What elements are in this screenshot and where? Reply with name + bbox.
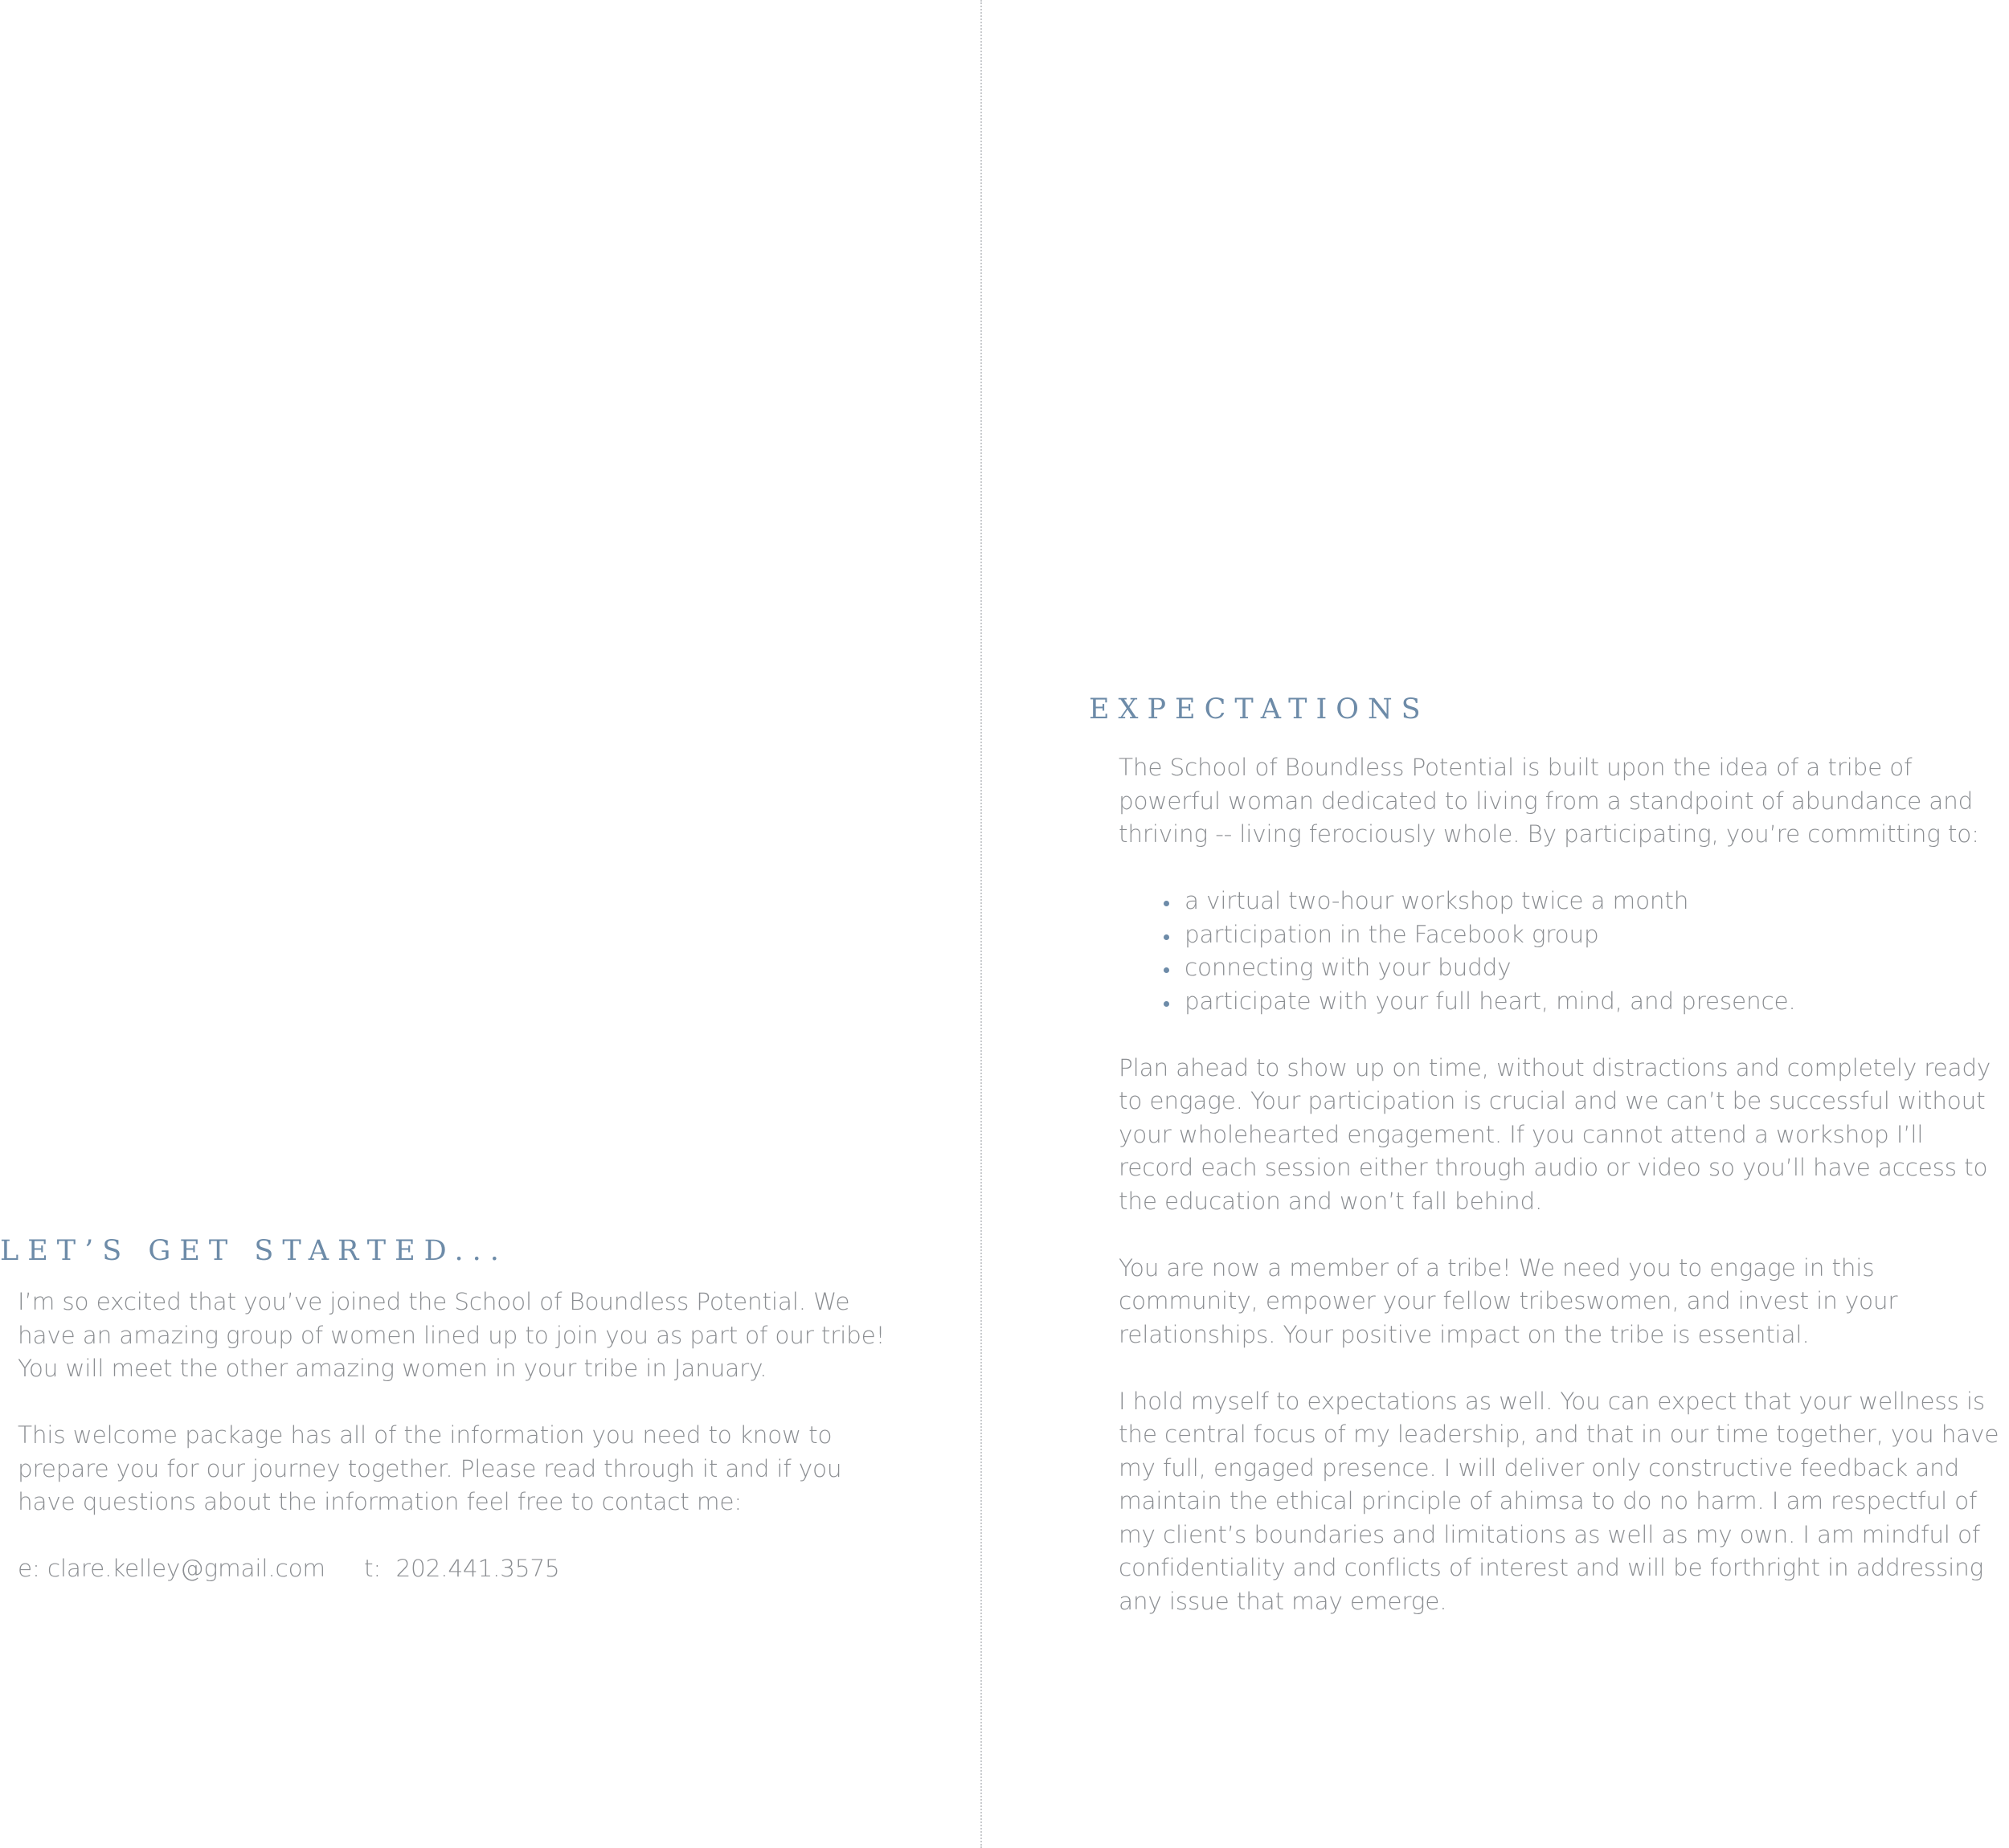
expectations-body xyxy=(1119,751,2003,1619)
welcome-paragraph: I’m so excited that you’ve joined the School of Boundless Potential. We have an amazing group of women lined up to join you as part of our tribe! You will meet the other amazing women in your tribe in January. xyxy=(18,1288,886,1382)
plan-ahead-paragraph: Plan ahead to show up on time, without distractions and completely ready to engage. Your participation is crucial and we can’t be successful without your wholehearted engagement. If you cannot attend a workshop I’ll record each session either through audio or video so you’ll have access to the education and won’t fall behind. xyxy=(1119,1053,1991,1215)
lets-get-started-heading: LET’S GET STARTED... xyxy=(0,1235,508,1267)
my-expectations-paragraph: I hold myself to expectations as well. You can expect that your wellness is the central focus of my leadership, and that in our time together, you have my full, engaged presence. I will deliver only constructive feedback and maintain the ethical principle of ahimsa to do no harm. I am respectful of my client’s boundaries and limitations as well as my own. I am mindful of confidentiality and conflicts of interest and will be forthright in addressing any issue that may emerge. xyxy=(1119,1387,1999,1615)
email-label: e: xyxy=(18,1555,40,1582)
commitments-list xyxy=(1119,885,2003,1018)
phone-label: t: xyxy=(363,1555,382,1582)
lets-get-started-body xyxy=(18,1286,886,1619)
page-divider xyxy=(980,0,982,1848)
list-item: participate with your full heart, mind, and presence. xyxy=(1185,985,2003,1019)
tribe-member-paragraph: You are now a member of a tribe! We need you to engage in this community, empower your fellow tribeswomen, and invest in your relationships. Your positive impact on the tribe is essential. xyxy=(1119,1253,1898,1348)
expectations-heading: EXPECTATIONS xyxy=(1089,693,1430,726)
phone-number[interactable]: 202.441.3575 xyxy=(395,1555,560,1582)
list-item: connecting with your buddy xyxy=(1185,951,2003,985)
list-item: a virtual two-hour workshop twice a month xyxy=(1185,885,2003,918)
package-paragraph: This welcome package has all of the information you need to know to prepare you for our journey together. Please read through it and if you have questions about the information feel free to contact me: xyxy=(18,1421,842,1515)
list-item: participation in the Facebook group xyxy=(1185,918,2003,952)
expectations-intro: The School of Boundless Potential is built upon the idea of a tribe of powerful woman dedicated to living from a standpoint of abundance and thriving -- living ferociously whole. By participating, you’re committing to: xyxy=(1119,754,1979,848)
email-link[interactable]: clare.kelley@gmail.com xyxy=(47,1555,325,1582)
contact-line xyxy=(18,1552,886,1586)
